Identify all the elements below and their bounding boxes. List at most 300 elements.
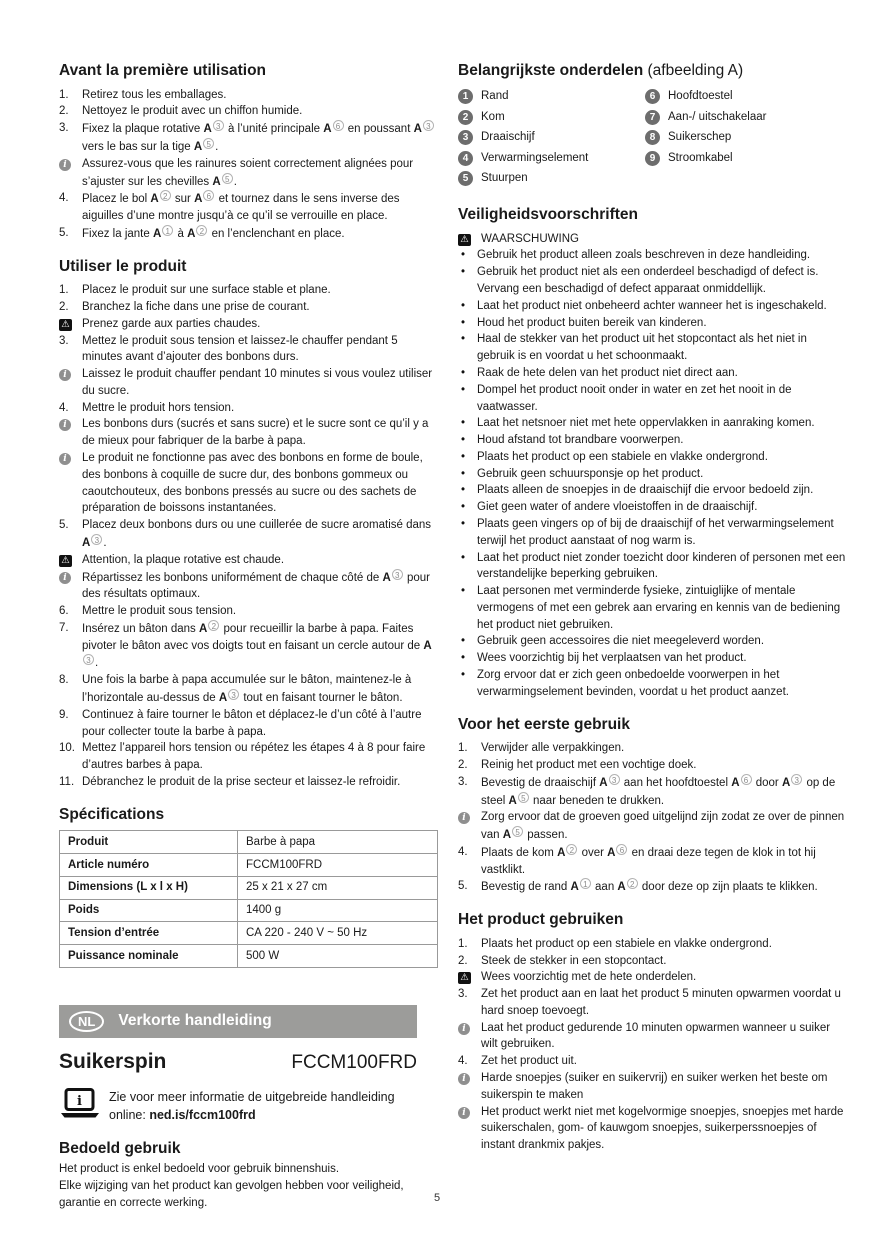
- step-number: 1.: [59, 284, 69, 297]
- item-text: Plaats de kom A 2 over A 6 en draai deze tegen de klok in tot hij vastklikt.: [481, 845, 816, 876]
- spec-value: 1400 g: [238, 899, 438, 922]
- step-number: 1.: [59, 88, 69, 101]
- step-number: 3.: [458, 775, 468, 788]
- list-item: [458, 650, 846, 667]
- before-first-use-list: [59, 87, 440, 243]
- part-number-icon: 7: [645, 110, 660, 125]
- product-name: Suikerspin: [59, 1049, 167, 1073]
- list-item: [458, 757, 846, 774]
- step-number: 2.: [59, 105, 69, 118]
- item-text: Mettre le produit hors tension.: [82, 401, 235, 414]
- bullet-icon: •: [461, 249, 466, 262]
- step-number: 5.: [458, 880, 468, 893]
- list-item: [458, 878, 846, 896]
- list-item: [59, 552, 440, 569]
- part-ref-number: 3: [609, 774, 620, 785]
- bullet-icon: •: [461, 450, 466, 463]
- part-ref-letter: A: [731, 776, 740, 789]
- item-text: Retirez tous les emballages.: [82, 88, 227, 101]
- part-ref-letter: A: [617, 881, 626, 894]
- part-label: Suikerschep: [668, 131, 732, 144]
- list-item: [458, 415, 846, 432]
- section-title-specifications: Spécifications: [59, 805, 165, 823]
- bullet-icon: •: [461, 467, 466, 480]
- quick-guide-banner: [59, 1005, 417, 1038]
- item-text: Le produit ne fonctionne pas avec des bonbons en forme de boule, des bonbons à coquille de sucre dur, des bonbons gommeux ou caoutchouteux, des bonbons pressés au sucre ou des sachets de préparation de boissons instantanées.: [82, 452, 423, 515]
- part-ref-number: 5: [512, 826, 523, 837]
- bullet-icon: •: [461, 434, 466, 447]
- usage-list: [458, 936, 846, 1154]
- part-ref-letter: A: [413, 123, 422, 136]
- part-number-icon: 6: [645, 89, 660, 104]
- item-text: Gebruik het product niet als een onderdeel beschadigd of defect is. Vervang een beschadigd of defect apparaat onmiddellijk.: [477, 266, 819, 296]
- item-text: Giet geen water of andere vloeistoffen in de draaischijf.: [477, 501, 758, 514]
- bullet-icon: •: [461, 551, 466, 564]
- step-number: 3.: [59, 334, 69, 347]
- part-item: [458, 107, 645, 128]
- item-text: Bevestig de draaischijf A 3 aan het hoofdtoestel A 6 door A 3 op de steel A 5 naar beneden te drukken.: [481, 775, 836, 807]
- item-text: Une fois la barbe à papa accumulée sur le bâton, maintenez-le à l’horizontale au-dessus de A 3 tout en faisant tourner le bâton.: [82, 674, 412, 704]
- part-ref-letter: A: [781, 776, 791, 789]
- item-text: Raak de hete delen van het product niet direct aan.: [477, 366, 738, 379]
- online-manual-note: [59, 1088, 399, 1126]
- spec-label: Dimensions (L x l x H): [60, 876, 238, 899]
- bullet-icon: •: [461, 266, 466, 279]
- list-item: [59, 299, 440, 316]
- spec-value: Barbe à papa: [238, 831, 438, 854]
- part-ref-number: 2: [627, 878, 638, 889]
- spec-row: [60, 854, 438, 877]
- part-item: [458, 148, 645, 169]
- item-text: Mettez l’appareil hors tension ou répétez les étapes 4 à 8 pour faire d’autres barbes à papa.: [82, 742, 426, 772]
- step-number: 1.: [458, 937, 468, 950]
- info-icon: i: [59, 572, 71, 584]
- marker-cell: [59, 450, 82, 467]
- step-number: 2.: [59, 301, 69, 313]
- part-ref-number: 3: [392, 569, 403, 580]
- item-text: Wees voorzichtig bij het verplaatsen van het product.: [477, 652, 747, 665]
- spec-row: [60, 899, 438, 922]
- language-badge: NL: [69, 1011, 104, 1032]
- item-text: Laissez le produit chauffer pendant 10 minutes si vous voulez utiliser du sucre.: [82, 368, 433, 397]
- item-text: Laat het netsnoer niet met hete oppervlakken in aanraking komen.: [477, 417, 815, 430]
- section-title-safety: Veiligheidsvoorschriften: [458, 206, 639, 224]
- item-text: Fixez la plaque rotative A 3 à l’unité principale A 6 en poussant A 3 vers le bas sur la tige A 5 .: [82, 120, 440, 156]
- marker-cell: [59, 569, 82, 586]
- info-icon: i: [59, 159, 71, 171]
- list-item: [458, 449, 846, 466]
- list-item: [458, 231, 846, 248]
- safety-list: [458, 231, 846, 701]
- warning-icon: ⚠: [458, 234, 471, 246]
- list-item: [59, 400, 440, 417]
- list-item: [59, 672, 440, 707]
- list-item: [458, 633, 846, 650]
- item-text: Zorg ervoor dat er zich geen onbedoelde voorwerpen in het verwarmingselement bevinden, voordat u het product aanzet.: [477, 669, 789, 698]
- part-ref-letter: A: [203, 123, 212, 136]
- list-item: [59, 603, 440, 620]
- bullet-icon: •: [461, 316, 466, 329]
- list-item: [458, 1053, 846, 1070]
- step-number: 4.: [59, 401, 69, 414]
- item-text: Prenez garde aux parties chaudes.: [82, 317, 261, 330]
- part-number-icon: 8: [645, 130, 660, 145]
- part-label: Stroomkabel: [668, 151, 733, 164]
- right-column: [458, 62, 846, 1154]
- item-text: Attention, la plaque rotative est chaude.: [82, 553, 285, 566]
- spec-value: 500 W: [238, 945, 438, 968]
- step-number: 4.: [458, 1055, 468, 1068]
- marker-cell: [59, 316, 82, 333]
- part-ref-number: 2: [196, 225, 207, 236]
- part-ref-number: 1: [162, 225, 173, 236]
- section-title-use-product: Utiliser le produit: [59, 257, 187, 275]
- part-ref-number: 3: [213, 120, 224, 131]
- list-item: [59, 282, 440, 299]
- list-item: [458, 844, 846, 879]
- list-item: [59, 620, 440, 672]
- part-ref-letter: A: [508, 794, 517, 807]
- item-text: Laat het product gedurende 10 minuten opwarmen wanneer u suiker wilt gebruiken.: [481, 1021, 831, 1051]
- step-number: 4.: [59, 192, 69, 205]
- section-title-intended-use: Bedoeld gebruik: [59, 1140, 181, 1158]
- part-ref-letter: A: [607, 846, 616, 859]
- item-text: Haal de stekker van het product uit het stopcontact als het niet in gebruik is en voordat u het schoonmaakt.: [477, 333, 807, 363]
- item-text: Mettre le produit sous tension.: [82, 605, 237, 618]
- item-text: Gebruik geen accessoires die niet meegeleverd worden.: [477, 635, 765, 648]
- part-ref-number: 6: [333, 120, 344, 131]
- part-number-icon: 9: [645, 151, 660, 166]
- part-item: [645, 87, 846, 108]
- list-item: [458, 466, 846, 483]
- part-item: [645, 107, 846, 128]
- list-item: [458, 482, 846, 499]
- part-label: Draaischijf: [481, 131, 535, 144]
- list-item: [458, 774, 846, 810]
- part-label: Kom: [481, 110, 505, 123]
- list-item: [458, 516, 846, 550]
- marker-cell: [458, 1104, 481, 1121]
- step-number: 4.: [458, 845, 468, 858]
- warning-icon: ⚠: [59, 555, 72, 567]
- step-number: 5.: [59, 226, 69, 239]
- part-label: Verwarmingselement: [481, 151, 589, 164]
- item-text: Harde snoepjes (suiker en suikervrij) en suiker werken het beste om suikerspin te maken: [481, 1072, 828, 1101]
- marker-cell: [458, 1070, 481, 1087]
- list-item: [458, 247, 846, 264]
- item-text: Zet het product uit.: [481, 1055, 577, 1068]
- item-text: Reinig het product met een vochtige doek.: [481, 758, 697, 771]
- list-item: [59, 103, 440, 120]
- list-item: [458, 667, 846, 701]
- part-ref-letter: A: [193, 140, 203, 153]
- spec-row: [60, 876, 438, 899]
- part-ref-number: 2: [566, 844, 577, 855]
- spec-row: [60, 945, 438, 968]
- part-item: [458, 87, 645, 108]
- list-item: [458, 264, 846, 298]
- part-ref-number: 6: [616, 844, 627, 855]
- list-item: [458, 969, 846, 986]
- part-ref-number: 2: [208, 620, 219, 631]
- step-number: 7.: [59, 621, 69, 634]
- bullet-icon: •: [461, 652, 466, 665]
- part-ref-letter: A: [82, 536, 91, 549]
- item-text: Nettoyez le produit avec un chiffon humide.: [82, 105, 303, 118]
- marker-cell: [458, 809, 481, 826]
- step-number: 8.: [59, 674, 69, 687]
- list-item: [458, 298, 846, 315]
- item-text: Gebruik geen schuursponsje op het product.: [477, 467, 704, 480]
- step-number: 9.: [59, 708, 69, 721]
- list-item: [458, 953, 846, 970]
- step-number: 2.: [458, 954, 468, 967]
- list-item: [59, 316, 440, 333]
- laptop-info-icon: [59, 1088, 101, 1126]
- spec-label: Tension d’entrée: [60, 922, 238, 945]
- part-ref-letter: A: [382, 571, 391, 584]
- marker-cell: [59, 552, 82, 569]
- item-text: Plaats het product op een stabiele en vlakke ondergrond.: [477, 450, 768, 463]
- item-text: Zet het product aan en laat het product 5 minuten opwarmen voordat u hard snoep toevoegt.: [481, 988, 841, 1017]
- item-text: Plaats het product op een stabiele en vlakke ondergrond.: [481, 937, 772, 950]
- part-number-icon: 3: [458, 130, 473, 145]
- part-ref-number: 3: [83, 654, 94, 665]
- step-number: 6.: [59, 605, 69, 618]
- list-item: [458, 432, 846, 449]
- part-ref-letter: A: [423, 639, 432, 652]
- bullet-icon: •: [461, 383, 466, 396]
- item-text: Placez le produit sur une surface stable et plane.: [82, 284, 331, 297]
- spec-label: Article numéro: [60, 854, 238, 877]
- item-text: Laat het product niet onbeheerd achter wanneer het is ingeschakeld.: [477, 299, 827, 312]
- item-text: WAARSCHUWING: [481, 232, 579, 245]
- list-item: [59, 569, 440, 604]
- online-manual-link[interactable]: ned.is/fccm100frd: [149, 1108, 256, 1123]
- item-text: Laat personen met verminderde fysieke, zintuiglijke of mentale vermogens of met een gebrek aan ervaring en kennis van de bediening het product niet gebruiken.: [477, 585, 841, 631]
- step-number: 5.: [59, 519, 69, 532]
- part-ref-letter: A: [218, 691, 228, 704]
- item-text: Mettez le produit sous tension et laissez-le chauffer pendant 5 minutes avant d’ajouter des bonbons durs.: [82, 334, 398, 364]
- list-item: [59, 517, 440, 552]
- bullet-icon: •: [461, 484, 466, 497]
- section-title-before-first-use: Avant la première utilisation: [59, 62, 267, 79]
- item-text: Répartissez les bonbons uniformément de chaque côté de A 3 pour des résultats optimaux.: [82, 570, 430, 601]
- info-icon: i: [59, 453, 71, 465]
- list-item: [458, 1104, 846, 1154]
- item-text: Wees voorzichtig met de hete onderdelen.: [481, 971, 697, 984]
- part-number-icon: 2: [458, 110, 473, 125]
- bullet-icon: •: [461, 517, 466, 530]
- item-text: Plaats alleen de snoepjes in de draaischijf die ervoor bedoeld zijn.: [477, 484, 814, 497]
- list-item: [458, 740, 846, 757]
- spec-label: Produit: [60, 831, 238, 854]
- list-item: [458, 382, 846, 416]
- list-item: [59, 120, 440, 156]
- parts-grid: [458, 87, 846, 190]
- part-item: [458, 169, 645, 190]
- item-text: Insérez un bâton dans A 2 pour recueillir la barbe à papa. Faites pivoter le bâton avec vos doigts tout en faisant un cercle autour de A3 .: [82, 621, 432, 670]
- info-icon: i: [458, 812, 470, 824]
- marker-cell: [59, 156, 82, 173]
- step-number: 1.: [458, 742, 468, 755]
- item-text: Zorg ervoor dat de groeven goed uitgelijnd zijn zodat ze over de pinnen van A 5 passen.: [481, 811, 845, 842]
- item-text: Fixez la jante A 1 à A 2 en l’enclenchant en place.: [82, 226, 345, 240]
- list-item: [458, 809, 846, 844]
- part-number-icon: 4: [458, 151, 473, 166]
- part-ref-number: 3: [791, 774, 802, 785]
- part-label: Aan-/ uitschakelaar: [668, 110, 767, 123]
- online-manual-prefix: Zie voor meer informatie de uitgebreide handleiding online:: [109, 1090, 395, 1123]
- marker-cell: [458, 231, 481, 248]
- list-item: [458, 1020, 846, 1054]
- part-number-icon: 5: [458, 171, 473, 186]
- part-ref-number: 1: [580, 878, 591, 889]
- item-text: Houd het product buiten bereik van kinderen.: [477, 316, 707, 329]
- bullet-icon: •: [461, 333, 466, 346]
- product-title-row: [59, 1047, 417, 1078]
- spec-label: Poids: [60, 899, 238, 922]
- intended-use-line: Het product is enkel bedoeld voor gebruik binnenshuis.: [59, 1162, 340, 1175]
- info-icon: i: [458, 1107, 470, 1119]
- part-label: Rand: [481, 90, 509, 103]
- list-item: [59, 87, 440, 104]
- part-ref-number: 3: [91, 534, 102, 545]
- part-item: [645, 128, 846, 149]
- part-ref-letter: A: [212, 175, 221, 188]
- bullet-icon: •: [461, 585, 466, 598]
- parts-column-2: [645, 87, 846, 190]
- part-item: [458, 128, 645, 149]
- step-number: 3.: [59, 122, 69, 135]
- first-use-list: [458, 740, 846, 896]
- part-ref-letter: A: [557, 846, 566, 859]
- info-icon: i: [458, 1023, 470, 1035]
- list-item: [458, 583, 846, 633]
- spec-row: [60, 831, 438, 854]
- item-text: Gebruik het product alleen zoals beschreven in deze handleiding.: [477, 249, 811, 262]
- spec-row: [60, 922, 438, 945]
- part-ref-number: 3: [423, 120, 434, 131]
- part-ref-letter: A: [323, 123, 332, 136]
- spec-value: 25 x 21 x 27 cm: [238, 876, 438, 899]
- item-text: Laat het product niet zonder toezicht door kinderen of personen met een verstandelijke beperking gebruiken.: [477, 551, 846, 581]
- info-icon: i: [59, 419, 71, 431]
- list-item: [59, 225, 440, 243]
- warning-icon: ⚠: [59, 319, 72, 331]
- info-icon: i: [59, 369, 71, 381]
- list-item: [59, 416, 440, 450]
- part-ref-letter: A: [194, 193, 203, 206]
- part-number-icon: 1: [458, 89, 473, 104]
- part-label: Hoofdtoestel: [668, 90, 733, 103]
- part-ref-number: 5: [222, 173, 233, 184]
- list-item: [59, 190, 440, 225]
- item-text: Dompel het product nooit onder in water en zet het nooit in de vaatwasser.: [477, 383, 792, 413]
- step-number: 11.: [59, 775, 75, 788]
- part-item: [645, 148, 846, 169]
- part-ref-letter: A: [152, 227, 162, 240]
- part-ref-letter: A: [502, 829, 512, 842]
- list-item: [59, 156, 440, 191]
- item-text: Les bonbons durs (sucrés et sans sucre) et le sucre sont ce qu’il y a de mieux pour fabriquer de la barbe à papa.: [82, 418, 429, 448]
- item-text: Débranchez le produit de la prise secteur et laissez-le refroidir.: [82, 775, 401, 788]
- use-product-list: [59, 282, 440, 790]
- step-number: 10.: [59, 742, 75, 755]
- online-manual-text: [109, 1088, 399, 1125]
- banner-title: Verkorte handleiding: [118, 1012, 272, 1030]
- item-text: Bevestig de rand A 1 aan A 2 door deze op zijn plaats te klikken.: [481, 880, 818, 894]
- bullet-icon: •: [461, 299, 466, 312]
- list-item: [458, 1070, 846, 1104]
- item-text: Het product werkt niet met kogelvormige snoepjes, snoepjes met harde suikerschalen, gom- of kauwgom snoepjes, suikerperssnoepjes of instant drankmix pakjes.: [481, 1105, 844, 1152]
- item-text: Houd afstand tot brandbare voorwerpen.: [477, 434, 684, 447]
- spec-value: CA 220 - 240 V ~ 50 Hz: [238, 922, 438, 945]
- bullet-icon: •: [461, 417, 466, 430]
- step-number: 2.: [458, 758, 468, 771]
- page-number: 5: [433, 1191, 441, 1204]
- left-column: [59, 62, 440, 1211]
- item-text: Continuez à faire tourner le bâton et déplacez-le d’un côté à l’autre pour collecter toute la barbe à papa.: [82, 708, 422, 738]
- marker-cell: [458, 969, 481, 986]
- bullet-icon: •: [461, 366, 466, 379]
- info-icon: i: [458, 1073, 470, 1085]
- part-ref-letter: A: [599, 776, 608, 789]
- bullet-icon: •: [461, 635, 466, 648]
- svg-text:i: i: [77, 1093, 82, 1109]
- item-text: Branchez la fiche dans une prise de courant.: [82, 301, 310, 313]
- item-text: Verwijder alle verpakkingen.: [481, 742, 625, 755]
- marker-cell: [59, 366, 82, 383]
- section-title-usage-nl: Het product gebruiken: [458, 911, 624, 929]
- part-ref-number: 6: [741, 774, 752, 785]
- list-item: [59, 333, 440, 367]
- part-label: Stuurpen: [481, 172, 528, 185]
- warning-icon: ⚠: [458, 972, 471, 984]
- part-ref-number: 3: [228, 689, 239, 700]
- item-text: Assurez-vous que les rainures soient correctement alignées pour s’ajuster sur les chevilles A 5 .: [82, 157, 414, 188]
- list-item: [458, 499, 846, 516]
- parts-column-1: [458, 87, 645, 190]
- item-text: Steek de stekker in een stopcontact.: [481, 954, 667, 967]
- product-model: FCCM100FRD: [291, 1051, 417, 1073]
- bullet-icon: •: [461, 669, 466, 681]
- part-ref-number: 5: [518, 792, 529, 803]
- list-item: [59, 774, 440, 791]
- list-item: [458, 550, 846, 584]
- part-ref-number: 6: [203, 190, 214, 201]
- marker-cell: [458, 1020, 481, 1037]
- step-number: 3.: [458, 988, 468, 1001]
- list-item: [458, 315, 846, 332]
- part-ref-letter: A: [199, 622, 208, 635]
- list-item: [59, 366, 440, 400]
- part-ref-letter: A: [570, 881, 579, 894]
- list-item: [59, 707, 440, 741]
- spec-label: Puissance nominale: [60, 945, 238, 968]
- item-text: Placez le bol A 2 sur A 6 et tournez dans le sens inverse des aiguilles d’une montre jusqu’à ce qu’il se verrouille en place.: [82, 192, 400, 223]
- marker-cell: [59, 416, 82, 433]
- part-ref-number: 5: [203, 138, 214, 149]
- list-item: [458, 986, 846, 1020]
- item-text: Placez deux bonbons durs ou une cuillerée de sucre aromatisé dans A 3 .: [82, 519, 432, 549]
- list-item: [59, 740, 440, 774]
- specifications-table: [59, 830, 438, 968]
- list-item: [458, 365, 846, 382]
- part-ref-letter: A: [150, 193, 159, 206]
- intended-use-line: Elke wijziging van het product kan gevolgen hebben voor veiligheid, garantie en correcte werking.: [59, 1179, 404, 1209]
- list-item: [458, 936, 846, 953]
